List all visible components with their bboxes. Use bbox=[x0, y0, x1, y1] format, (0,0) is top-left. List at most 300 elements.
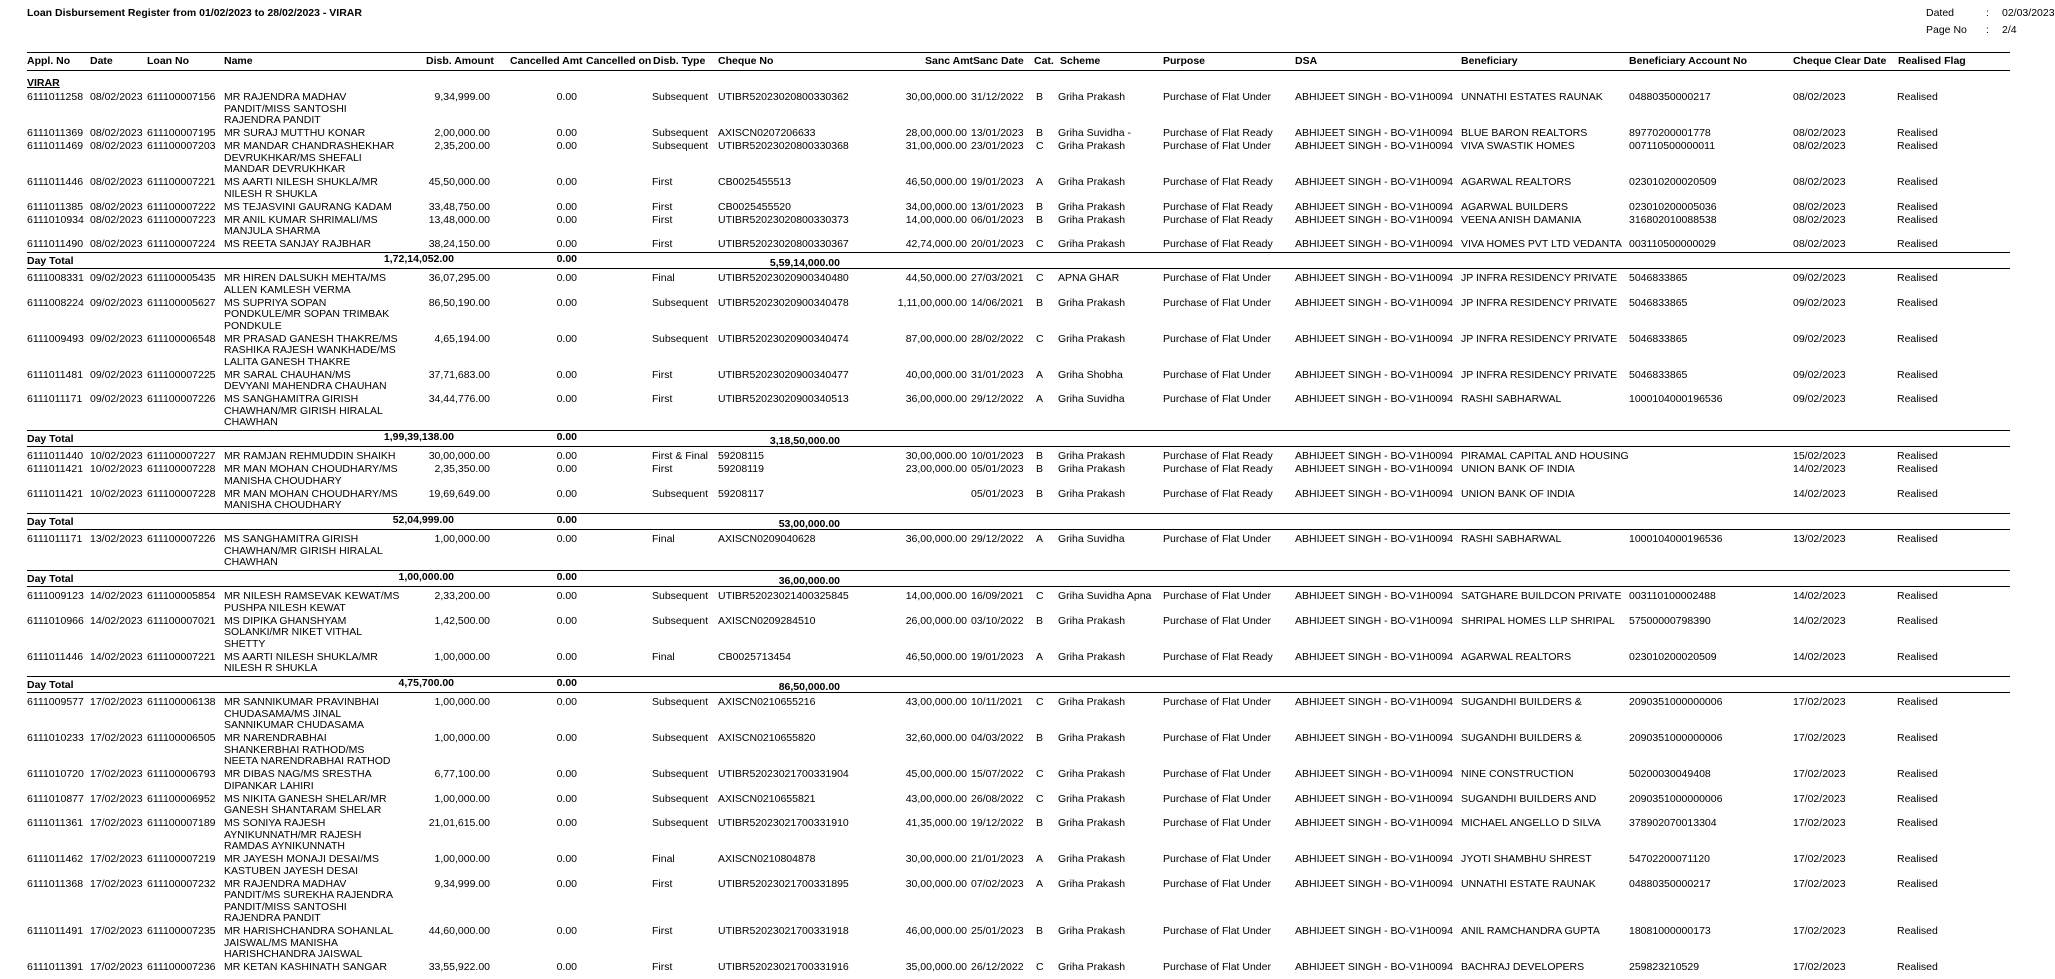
sanc-amt-cell: 14,00,000.00 bbox=[905, 213, 967, 226]
cancelled-amt-cell: 0.00 bbox=[556, 961, 577, 973]
dsa-cell: ABHIJEET SINGH - BO-V1H0094 bbox=[1295, 272, 1453, 284]
disb-type-cell: Final bbox=[652, 650, 675, 663]
day-total-label: Day Total bbox=[27, 679, 74, 691]
scheme-cell: Griha Prakash bbox=[1058, 696, 1126, 708]
name-cell: MR RAJENDRA MADHAV bbox=[224, 877, 347, 890]
sanc-date-cell: 26/08/2022 bbox=[971, 792, 1024, 805]
dsa-cell: ABHIJEET SINGH - BO-V1H0094 bbox=[1295, 792, 1453, 805]
cheque-clear-date-cell: 17/02/2023 bbox=[1793, 877, 1846, 890]
sanc-date-cell: 27/03/2021 bbox=[971, 272, 1024, 284]
beneficiary-account-cell: 54702200071120 bbox=[1629, 853, 1710, 865]
cancelled-amt-cell: 0.00 bbox=[556, 877, 577, 890]
date-cell: 10/02/2023 bbox=[90, 450, 143, 462]
cancelled-amt-cell: 0.00 bbox=[556, 176, 577, 188]
disb-type-cell: First bbox=[652, 393, 673, 405]
date-cell: 17/02/2023 bbox=[90, 817, 143, 829]
category-cell: A bbox=[1036, 533, 1044, 545]
date-cell: 08/02/2023 bbox=[90, 238, 143, 250]
name-cell: NILESH R SHUKLA bbox=[224, 187, 318, 200]
appl-no-cell: 6111011446 bbox=[27, 650, 84, 663]
realised-flag-cell: Realised bbox=[1897, 450, 1938, 462]
name-cell: PONDKULE bbox=[224, 319, 282, 332]
dsa-cell: ABHIJEET SINGH - BO-V1H0094 bbox=[1295, 176, 1453, 188]
cheque-clear-date-cell: 08/02/2023 bbox=[1793, 91, 1846, 103]
loan-no-cell: 611100007221 bbox=[147, 650, 216, 663]
appl-no-cell: 6111011368 bbox=[27, 877, 84, 890]
disb-amount-cell: 2,00,000.00 bbox=[434, 127, 490, 139]
beneficiary-account-cell: 18081000000173 bbox=[1629, 925, 1711, 937]
sanc-date-cell: 31/01/2023 bbox=[971, 368, 1024, 381]
page-value: 2/4 bbox=[2002, 24, 2017, 36]
disb-type-cell: Subsequent bbox=[652, 127, 709, 139]
cheque-no-cell: UTIBR52023020900340477 bbox=[718, 368, 849, 381]
disb-type-cell: First & Final bbox=[652, 450, 709, 462]
loan-no-cell: 611100007228 bbox=[147, 463, 216, 475]
cheque-clear-date-cell: 09/02/2023 bbox=[1793, 272, 1846, 284]
scheme-cell: Griha Prakash bbox=[1058, 238, 1126, 250]
purpose-cell: Purchase of Flat Under bbox=[1163, 877, 1271, 890]
date-cell: 17/02/2023 bbox=[90, 961, 143, 973]
day-total-rule bbox=[27, 529, 2010, 530]
scheme-cell: Griha Suvidha bbox=[1058, 533, 1125, 545]
beneficiary-cell: BLUE BARON REALTORS bbox=[1461, 127, 1588, 139]
purpose-cell: Purchase of Flat Under bbox=[1163, 925, 1271, 937]
disb-type-cell: First bbox=[652, 925, 673, 937]
realised-flag-cell: Realised bbox=[1897, 238, 1938, 250]
name-cell: RAJENDRA PANDIT bbox=[224, 114, 321, 126]
disb-type-cell: Subsequent bbox=[652, 768, 709, 780]
sanc-date-cell: 13/01/2023 bbox=[971, 127, 1024, 139]
disb-amount-cell: 30,00,000.00 bbox=[428, 450, 490, 462]
beneficiary-account-cell: 007110500000011 bbox=[1629, 140, 1716, 152]
sanc-amt-cell: 23,00,000.00 bbox=[905, 463, 967, 475]
day-total-cheque: 36,00,000.00 bbox=[778, 575, 840, 587]
cheque-no-cell: UTIBR52023020900340478 bbox=[718, 296, 849, 309]
disb-amount-cell: 2,35,350.00 bbox=[434, 463, 490, 475]
disb-amount-cell: 45,50,000.00 bbox=[428, 176, 490, 188]
loan-no-cell: 611100005435 bbox=[147, 272, 216, 284]
cheque-no-cell: UTIBR52023020900340513 bbox=[718, 393, 849, 405]
name-cell: MS SANGHAMITRA GIRISH bbox=[224, 393, 359, 405]
disb-type-cell: First bbox=[652, 238, 673, 250]
sanc-date-cell: 19/12/2022 bbox=[971, 817, 1024, 829]
sanc-amt-cell: 26,00,000.00 bbox=[905, 614, 967, 627]
branch-group-label: VIRAR bbox=[27, 77, 60, 89]
beneficiary-cell: SUGANDHI BUILDERS AND bbox=[1461, 792, 1597, 805]
beneficiary-cell: SHRIPAL HOMES LLP SHRIPAL bbox=[1461, 614, 1615, 627]
cancelled-amt-cell: 0.00 bbox=[556, 696, 577, 708]
sanc-amt-cell: 41,35,000.00 bbox=[905, 817, 967, 829]
beneficiary-account-cell: 5046833865 bbox=[1629, 332, 1688, 345]
date-cell: 17/02/2023 bbox=[90, 853, 143, 865]
category-cell: B bbox=[1036, 732, 1044, 744]
category-cell: A bbox=[1036, 393, 1044, 405]
col-appl-no: Appl. No bbox=[27, 55, 71, 67]
realised-flag-cell: Realised bbox=[1897, 590, 1938, 602]
cheque-no-cell: UTIBR52023021700331895 bbox=[718, 877, 849, 890]
beneficiary-account-cell: 04880350000217 bbox=[1629, 877, 1711, 890]
sanc-amt-cell: 30,00,000.00 bbox=[905, 853, 967, 865]
day-total-rule bbox=[27, 446, 2010, 447]
cheque-clear-date-cell: 14/02/2023 bbox=[1793, 650, 1846, 663]
category-cell: B bbox=[1036, 213, 1044, 226]
scheme-cell: Griha Prakash bbox=[1058, 487, 1126, 500]
category-cell: A bbox=[1036, 650, 1044, 663]
date-cell: 08/02/2023 bbox=[90, 200, 143, 213]
name-cell: PANDIT/MISS SANTOSHI bbox=[224, 102, 347, 115]
name-cell: CHUDASAMA/MS JINAL bbox=[224, 707, 342, 720]
appl-no-cell: 6111011421 bbox=[27, 487, 84, 500]
sanc-date-cell: 10/11/2021 bbox=[971, 696, 1023, 708]
name-cell: DEVRUKHKAR/MS SHEFALI bbox=[224, 151, 362, 164]
cancelled-amt-cell: 0.00 bbox=[556, 487, 577, 500]
day-total-disb: 1,99,39,138.00 bbox=[383, 431, 454, 443]
report-title: Loan Disbursement Register from 01/02/2023 to 28/02/2023 - VIRAR bbox=[27, 7, 362, 19]
disb-type-cell: Final bbox=[652, 533, 675, 545]
realised-flag-cell: Realised bbox=[1897, 696, 1938, 708]
cheque-no-cell: CB0025455513 bbox=[718, 176, 791, 188]
purpose-cell: Purchase of Flat Under bbox=[1163, 272, 1271, 284]
name-cell: ALLEN KAMLESH VERMA bbox=[224, 283, 351, 296]
disb-amount-cell: 1,00,000.00 bbox=[434, 650, 490, 663]
col-category: Cat. bbox=[1034, 55, 1054, 67]
scheme-cell: Griha Prakash bbox=[1058, 140, 1126, 152]
loan-no-cell: 611100005854 bbox=[147, 590, 216, 602]
disb-amount-cell: 4,65,194.00 bbox=[434, 332, 490, 345]
disb-type-cell: Final bbox=[652, 853, 675, 865]
beneficiary-cell: RASHI SABHARWAL bbox=[1461, 533, 1562, 545]
dsa-cell: ABHIJEET SINGH - BO-V1H0094 bbox=[1295, 817, 1453, 829]
page-label: Page No bbox=[1926, 24, 1967, 36]
name-cell: MR SURAJ MUTTHU KONAR bbox=[224, 127, 366, 139]
appl-no-cell: 6111011446 bbox=[27, 176, 84, 188]
realised-flag-cell: Realised bbox=[1897, 200, 1938, 213]
dsa-cell: ABHIJEET SINGH - BO-V1H0094 bbox=[1295, 650, 1453, 663]
name-cell: MR RAMJAN REHMUDDIN SHAIKH bbox=[224, 450, 396, 462]
cheque-clear-date-cell: 08/02/2023 bbox=[1793, 238, 1846, 250]
category-cell: C bbox=[1036, 696, 1044, 708]
loan-no-cell: 611100007195 bbox=[147, 127, 216, 139]
cheque-no-cell: UTIBR52023021700331910 bbox=[718, 817, 849, 829]
cancelled-amt-cell: 0.00 bbox=[556, 463, 577, 475]
beneficiary-account-cell: 259823210529 bbox=[1629, 961, 1700, 973]
sanc-date-cell: 14/06/2021 bbox=[971, 296, 1024, 309]
scheme-cell: Griha Prakash bbox=[1058, 925, 1126, 937]
cheque-clear-date-cell: 17/02/2023 bbox=[1793, 732, 1846, 744]
dsa-cell: ABHIJEET SINGH - BO-V1H0094 bbox=[1295, 768, 1453, 780]
name-cell: MS SONIYA RAJESH bbox=[224, 817, 326, 829]
sanc-date-cell: 31/12/2022 bbox=[971, 91, 1024, 103]
sanc-amt-cell: 45,00,000.00 bbox=[905, 768, 967, 780]
scheme-cell: Griha Prakash bbox=[1058, 463, 1126, 475]
sanc-amt-cell: 34,00,000.00 bbox=[905, 200, 967, 213]
day-total-cheque: 3,18,50,000.00 bbox=[769, 435, 840, 447]
category-cell: B bbox=[1036, 487, 1044, 500]
beneficiary-account-cell: 5046833865 bbox=[1629, 272, 1688, 284]
sanc-amt-cell: 40,00,000.00 bbox=[905, 368, 967, 381]
name-cell: MR DIBAS NAG/MS SRESTHA bbox=[224, 768, 372, 780]
day-total-disb: 1,72,14,052.00 bbox=[383, 253, 454, 265]
name-cell: MS AARTI NILESH SHUKLA/MR bbox=[224, 176, 378, 188]
col-beneficiary-account: Beneficiary Account No bbox=[1629, 55, 1748, 67]
loan-no-cell: 611100007189 bbox=[147, 817, 216, 829]
day-total-rule bbox=[27, 676, 2010, 677]
appl-no-cell: 6111010233 bbox=[27, 732, 84, 744]
purpose-cell: Purchase of Flat Ready bbox=[1163, 238, 1273, 250]
purpose-cell: Purchase of Flat Under bbox=[1163, 853, 1271, 865]
cheque-clear-date-cell: 17/02/2023 bbox=[1793, 925, 1846, 937]
beneficiary-cell: VIVA SWASTIK HOMES bbox=[1461, 140, 1575, 152]
appl-no-cell: 6111011369 bbox=[27, 127, 84, 139]
beneficiary-account-cell: 2090351000000006 bbox=[1629, 792, 1723, 805]
cancelled-amt-cell: 0.00 bbox=[556, 533, 577, 545]
cheque-no-cell: UTIBR52023020800330362 bbox=[718, 91, 849, 103]
beneficiary-cell: UNION BANK OF INDIA bbox=[1461, 487, 1575, 500]
scheme-cell: Griha Suvidha Apna bbox=[1058, 590, 1152, 602]
day-total-rule bbox=[27, 513, 2010, 514]
disb-type-cell: Subsequent bbox=[652, 696, 709, 708]
cancelled-amt-cell: 0.00 bbox=[556, 91, 577, 103]
cheque-no-cell: UTIBR52023021400325845 bbox=[718, 590, 849, 602]
name-cell: SHETTY bbox=[224, 637, 266, 650]
cheque-no-cell: AXISCN0209284510 bbox=[718, 614, 816, 627]
scheme-cell: Griha Prakash bbox=[1058, 91, 1126, 103]
purpose-cell: Purchase of Flat Ready bbox=[1163, 200, 1273, 213]
cheque-no-cell: UTIBR52023020900340480 bbox=[718, 272, 849, 284]
name-cell: SHANKERBHAI RATHOD/MS bbox=[224, 743, 365, 756]
date-cell: 17/02/2023 bbox=[90, 696, 143, 708]
beneficiary-cell: JP INFRA RESIDENCY PRIVATE bbox=[1461, 368, 1618, 381]
disb-type-cell: Subsequent bbox=[652, 792, 709, 805]
loan-no-cell: 611100006505 bbox=[147, 732, 216, 744]
dsa-cell: ABHIJEET SINGH - BO-V1H0094 bbox=[1295, 140, 1453, 152]
beneficiary-account-cell: 316802010088538 bbox=[1629, 213, 1717, 226]
category-cell: B bbox=[1036, 925, 1044, 937]
date-cell: 17/02/2023 bbox=[90, 792, 143, 805]
sanc-amt-cell: 30,00,000.00 bbox=[905, 877, 967, 890]
purpose-cell: Purchase of Flat Under bbox=[1163, 533, 1271, 545]
day-total-label: Day Total bbox=[27, 255, 74, 267]
name-cell: LALITA GANESH THAKRE bbox=[224, 355, 351, 368]
category-cell: C bbox=[1036, 140, 1044, 152]
cancelled-amt-cell: 0.00 bbox=[556, 296, 577, 309]
cancelled-amt-cell: 0.00 bbox=[556, 140, 577, 152]
appl-no-cell: 6111011462 bbox=[27, 853, 84, 865]
disb-amount-cell: 1,00,000.00 bbox=[434, 732, 490, 744]
purpose-cell: Purchase of Flat Ready bbox=[1163, 213, 1273, 226]
name-cell: MS AARTI NILESH SHUKLA/MR bbox=[224, 650, 378, 663]
beneficiary-account-cell: 1000104000196536 bbox=[1629, 533, 1723, 545]
sanc-amt-cell: 1,11,00,000.00 bbox=[897, 296, 967, 309]
sanc-amt-cell: 42,74,000.00 bbox=[905, 238, 967, 250]
purpose-cell: Purchase of Flat Under bbox=[1163, 368, 1271, 381]
dsa-cell: ABHIJEET SINGH - BO-V1H0094 bbox=[1295, 238, 1453, 250]
dsa-cell: ABHIJEET SINGH - BO-V1H0094 bbox=[1295, 853, 1453, 865]
cheque-no-cell: UTIBR52023021700331918 bbox=[718, 925, 849, 937]
name-cell: PANDIT/MS SUREKHA RAJENDRA bbox=[224, 889, 393, 901]
date-cell: 09/02/2023 bbox=[90, 296, 143, 309]
name-cell: MANISHA CHOUDHARY bbox=[224, 499, 342, 511]
date-cell: 08/02/2023 bbox=[90, 213, 143, 226]
date-cell: 17/02/2023 bbox=[90, 877, 143, 890]
category-cell: B bbox=[1036, 91, 1044, 103]
realised-flag-cell: Realised bbox=[1897, 925, 1938, 937]
category-cell: B bbox=[1036, 817, 1044, 829]
name-cell: DEVYANI MAHENDRA CHAUHAN bbox=[224, 380, 387, 392]
sanc-amt-cell: 28,00,000.00 bbox=[905, 127, 967, 139]
disb-amount-cell: 1,00,000.00 bbox=[434, 533, 490, 545]
cheque-clear-date-cell: 09/02/2023 bbox=[1793, 393, 1846, 405]
cheque-clear-date-cell: 14/02/2023 bbox=[1793, 614, 1846, 627]
appl-no-cell: 6111009493 bbox=[27, 332, 84, 345]
disb-type-cell: Subsequent bbox=[652, 296, 709, 309]
scheme-cell: APNA GHAR bbox=[1058, 272, 1120, 284]
cheque-clear-date-cell: 09/02/2023 bbox=[1793, 332, 1846, 345]
appl-no-cell: 6111008331 bbox=[27, 272, 84, 284]
category-cell: C bbox=[1036, 272, 1044, 284]
date-cell: 13/02/2023 bbox=[90, 533, 143, 545]
category-cell: B bbox=[1036, 127, 1044, 139]
dsa-cell: ABHIJEET SINGH - BO-V1H0094 bbox=[1295, 487, 1453, 500]
disb-amount-cell: 33,55,922.00 bbox=[428, 961, 490, 973]
loan-no-cell: 611100007156 bbox=[147, 91, 216, 103]
category-cell: C bbox=[1036, 238, 1044, 250]
sanc-amt-cell: 14,00,000.00 bbox=[905, 590, 967, 602]
name-cell: MR HARISHCHANDRA SOHANLAL bbox=[224, 925, 394, 937]
dated-colon: : bbox=[1986, 7, 1989, 19]
purpose-cell: Purchase of Flat Ready bbox=[1163, 127, 1273, 139]
purpose-cell: Purchase of Flat Under bbox=[1163, 614, 1271, 627]
sanc-amt-cell: 31,00,000.00 bbox=[905, 140, 967, 152]
sanc-date-cell: 06/01/2023 bbox=[971, 213, 1024, 226]
loan-no-cell: 611100007221 bbox=[147, 176, 216, 188]
dsa-cell: ABHIJEET SINGH - BO-V1H0094 bbox=[1295, 213, 1453, 226]
category-cell: B bbox=[1036, 614, 1044, 627]
beneficiary-cell: UNNATHI ESTATES RAUNAK bbox=[1461, 91, 1603, 103]
disb-amount-cell: 9,34,999.00 bbox=[434, 877, 490, 890]
sanc-date-cell: 26/12/2022 bbox=[971, 961, 1024, 973]
cheque-no-cell: UTIBR52023021700331904 bbox=[718, 768, 849, 780]
loan-no-cell: 611100006793 bbox=[147, 768, 216, 780]
sanc-date-cell: 07/02/2023 bbox=[971, 877, 1024, 890]
purpose-cell: Purchase of Flat Under bbox=[1163, 590, 1271, 602]
name-cell: NILESH R SHUKLA bbox=[224, 662, 318, 674]
loan-no-cell: 611100007225 bbox=[147, 368, 216, 381]
date-cell: 08/02/2023 bbox=[90, 91, 143, 103]
sanc-date-cell: 04/03/2022 bbox=[971, 732, 1024, 744]
disb-type-cell: Subsequent bbox=[652, 91, 709, 103]
disb-type-cell: Subsequent bbox=[652, 487, 709, 500]
name-cell: CHAWHAN bbox=[224, 416, 278, 428]
beneficiary-cell: ANIL RAMCHANDRA GUPTA bbox=[1461, 925, 1600, 937]
beneficiary-cell: SUGANDHI BUILDERS & bbox=[1461, 732, 1582, 744]
dsa-cell: ABHIJEET SINGH - BO-V1H0094 bbox=[1295, 368, 1453, 381]
disb-amount-cell: 38,24,150.00 bbox=[428, 238, 490, 250]
sanc-date-cell: 21/01/2023 bbox=[971, 853, 1024, 865]
cheque-no-cell: CB0025713454 bbox=[718, 650, 791, 663]
cancelled-amt-cell: 0.00 bbox=[556, 590, 577, 602]
appl-no-cell: 6111010877 bbox=[27, 792, 84, 805]
cheque-clear-date-cell: 08/02/2023 bbox=[1793, 213, 1846, 226]
date-cell: 09/02/2023 bbox=[90, 393, 143, 405]
cheque-no-cell: CB0025455520 bbox=[718, 200, 791, 213]
sanc-amt-cell: 46,00,000.00 bbox=[905, 925, 967, 937]
col-disb-type: Disb. Type bbox=[653, 55, 706, 67]
beneficiary-cell: NINE CONSTRUCTION bbox=[1461, 768, 1574, 780]
day-total-disb: 4,75,700.00 bbox=[398, 677, 454, 689]
cheque-no-cell: UTIBR52023021700331916 bbox=[718, 961, 849, 973]
appl-no-cell: 6111011469 bbox=[27, 140, 84, 152]
scheme-cell: Griha Suvidha - bbox=[1058, 127, 1131, 139]
name-cell: MR PRASAD GANESH THAKRE/MS bbox=[224, 332, 398, 345]
purpose-cell: Purchase of Flat Under bbox=[1163, 768, 1271, 780]
scheme-cell: Griha Prakash bbox=[1058, 817, 1126, 829]
appl-no-cell: 6111011171 bbox=[27, 533, 83, 545]
appl-no-cell: 6111010966 bbox=[27, 614, 84, 627]
purpose-cell: Purchase of Flat Under bbox=[1163, 91, 1271, 103]
purpose-cell: Purchase of Flat Under bbox=[1163, 332, 1271, 345]
purpose-cell: Purchase of Flat Under bbox=[1163, 696, 1271, 708]
purpose-cell: Purchase of Flat Under bbox=[1163, 393, 1271, 405]
scheme-cell: Griha Prakash bbox=[1058, 877, 1126, 890]
beneficiary-cell: SUGANDHI BUILDERS & bbox=[1461, 696, 1582, 708]
cancelled-amt-cell: 0.00 bbox=[556, 925, 577, 937]
appl-no-cell: 6111011171 bbox=[27, 393, 83, 405]
name-cell: MS SUPRIYA SOPAN bbox=[224, 296, 327, 309]
disb-type-cell: Subsequent bbox=[652, 140, 709, 152]
sanc-amt-cell: 46,50,000.00 bbox=[905, 650, 967, 663]
cheque-no-cell: AXISCN0210655821 bbox=[718, 792, 816, 805]
name-cell: MR MAN MOHAN CHOUDHARY/MS bbox=[224, 487, 398, 500]
cheque-no-cell: UTIBR52023020800330368 bbox=[718, 140, 849, 152]
date-cell: 08/02/2023 bbox=[90, 140, 143, 152]
cheque-clear-date-cell: 09/02/2023 bbox=[1793, 296, 1846, 309]
date-cell: 08/02/2023 bbox=[90, 127, 143, 139]
scheme-cell: Griha Prakash bbox=[1058, 650, 1126, 663]
appl-no-cell: 6111011440 bbox=[27, 450, 84, 462]
col-beneficiary: Beneficiary bbox=[1461, 55, 1518, 67]
name-cell: RASHIKA RAJESH WANKHADE/MS bbox=[224, 344, 396, 356]
dsa-cell: ABHIJEET SINGH - BO-V1H0094 bbox=[1295, 877, 1453, 890]
sanc-amt-cell: 87,00,000.00 bbox=[905, 332, 967, 345]
scheme-cell: Griha Prakash bbox=[1058, 296, 1126, 309]
col-cheque-clear-date: Cheque Clear Date bbox=[1793, 55, 1887, 67]
realised-flag-cell: Realised bbox=[1897, 650, 1938, 663]
date-cell: 09/02/2023 bbox=[90, 368, 143, 381]
realised-flag-cell: Realised bbox=[1897, 176, 1938, 188]
name-cell: MR KETAN KASHINATH SANGAR bbox=[224, 961, 387, 973]
category-cell: A bbox=[1036, 368, 1044, 381]
col-sanc-amt: Sanc Amt bbox=[925, 55, 974, 67]
sanc-date-cell: 10/01/2023 bbox=[971, 450, 1024, 462]
disb-type-cell: First bbox=[652, 176, 673, 188]
cheque-no-cell: 59208119 bbox=[718, 463, 764, 475]
name-cell: MS NIKITA GANESH SHELAR/MR bbox=[224, 792, 387, 805]
cheque-no-cell: AXISCN0210655216 bbox=[718, 696, 816, 708]
cancelled-amt-cell: 0.00 bbox=[556, 650, 577, 663]
cancelled-amt-cell: 0.00 bbox=[556, 768, 577, 780]
day-total-disb: 52,04,999.00 bbox=[392, 514, 454, 526]
realised-flag-cell: Realised bbox=[1897, 792, 1938, 805]
disb-type-cell: First bbox=[652, 463, 673, 475]
disb-amount-cell: 33,48,750.00 bbox=[428, 200, 490, 213]
purpose-cell: Purchase of Flat Ready bbox=[1163, 176, 1273, 188]
loan-no-cell: 611100007224 bbox=[147, 238, 216, 250]
col-realised-flag: Realised Flag bbox=[1898, 55, 1966, 67]
sanc-date-cell: 16/09/2021 bbox=[971, 590, 1024, 602]
day-total-cancelled: 0.00 bbox=[556, 431, 577, 443]
cheque-clear-date-cell: 17/02/2023 bbox=[1793, 696, 1846, 708]
